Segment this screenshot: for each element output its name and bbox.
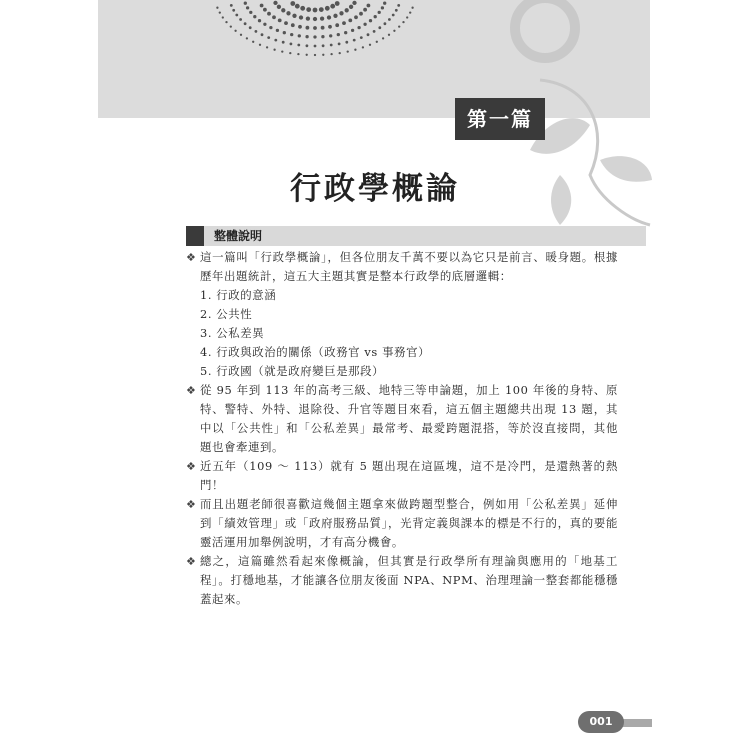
section-heading-bar	[186, 226, 646, 246]
bullet-item	[186, 495, 618, 552]
leaf-vine-decoration	[0, 0, 750, 260]
bullet-item	[186, 457, 618, 495]
bullet-text: 總之，這篇雖然看起來像概論，但其實是行政學所有理論與應用的「地基工程」。打穩地基，才能讓各位朋友後面 NPA、NPM、治理理論一整套都能穩穩蓋起來。	[200, 554, 618, 606]
diamond-bullet-icon: ❖	[186, 251, 197, 264]
diamond-bullet-icon: ❖	[186, 555, 197, 568]
bullet-item	[186, 381, 618, 457]
section-heading: 整體說明	[214, 229, 263, 243]
chapter-title: 行政學概論	[290, 171, 460, 207]
part-label: 第一篇	[455, 98, 545, 140]
content-body	[186, 248, 618, 609]
bullet-text: 從 95 年到 113 年的高考三級、地特三等申論題，加上 100 年後的身特、原特、警特、外特、退除役、升官等題目來看，這五個主題總共出現 13 題，其中以「公共性」和「公私差異」最常考、最愛跨題混搭，等於沒直接問，其他題也會牽連到。	[200, 383, 618, 454]
diamond-bullet-icon: ❖	[186, 498, 197, 511]
topic-item: 3. 公私差異	[200, 326, 265, 340]
bullet-text: 而且出題老師很喜歡這幾個主題拿來做跨題型整合，例如用「公私差異」延伸到「績效管理」或「政府服務品質」，光背定義與課本的標是不行的，真的要能靈活運用加舉例說明，才有高分機會。	[200, 497, 618, 549]
topic-list	[186, 286, 618, 381]
page-number: 001	[578, 711, 624, 733]
diamond-bullet-icon: ❖	[186, 460, 197, 473]
section-marker	[186, 226, 204, 246]
bullet-item	[186, 552, 618, 609]
topic-item: 1. 行政的意涵	[200, 288, 277, 302]
bullet-text: 這一篇叫「行政學概論」，但各位朋友千萬不要以為它只是前言、暖身題。根據歷年出題統計，這五大主題其實是整本行政學的底層邏輯：	[200, 250, 618, 283]
topic-item: 5. 行政國（就是政府變巨是那段）	[200, 364, 385, 378]
topic-item: 4. 行政與政治的關係（政務官 vs 事務官）	[200, 345, 431, 359]
bullet-item	[186, 248, 618, 286]
diamond-bullet-icon: ❖	[186, 384, 197, 397]
topic-item: 2. 公共性	[200, 307, 253, 321]
bullet-text: 近五年（109 ～ 113）就有 5 題出現在這區塊，這不是冷門，是還熱著的熱門！	[200, 459, 618, 492]
